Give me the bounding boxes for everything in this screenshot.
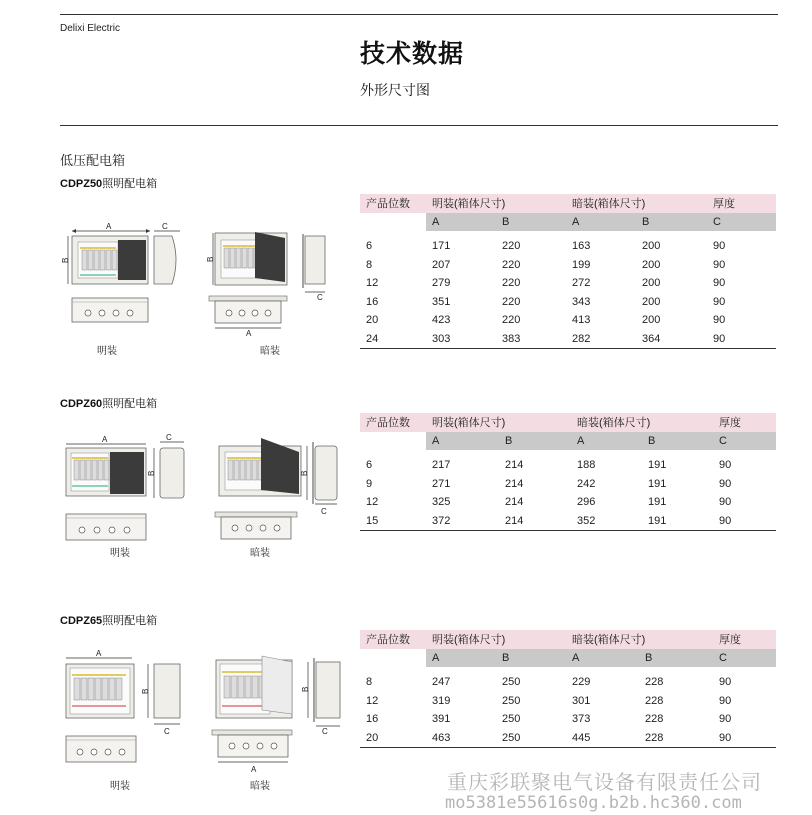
- dim-c-label: C: [164, 727, 170, 736]
- table-cell: 250: [502, 713, 521, 726]
- table-cell: 20: [366, 314, 379, 327]
- table-cell: 296: [577, 496, 596, 509]
- col-b: B: [499, 432, 571, 451]
- spec-table-cdpz65: [360, 630, 776, 748]
- table-cell: 8: [366, 676, 373, 689]
- product-label-cdpz65: CDPZ65照明配电箱: [60, 615, 158, 627]
- table-cell: 12: [366, 496, 379, 509]
- page-subtitle: 外形尺寸图: [360, 82, 430, 98]
- table-body: [360, 456, 776, 531]
- table-cell: 319: [432, 694, 451, 707]
- table-row: [360, 729, 776, 748]
- table-cell: 191: [642, 512, 713, 531]
- table-cell: 20: [360, 729, 426, 748]
- table-cell: 188: [577, 459, 596, 472]
- flush-mount-drawing: [207, 228, 345, 336]
- table-cell: 191: [648, 477, 667, 490]
- dim-c-label: C: [321, 507, 327, 516]
- col-bits: 产品位数: [360, 413, 426, 432]
- table-cell: 303: [426, 330, 496, 349]
- col-b: B: [639, 649, 713, 668]
- table-cell: 16: [366, 713, 379, 726]
- table-cell: 271: [432, 477, 451, 490]
- brand-name: Delixi Electric: [60, 23, 121, 34]
- col-c: C: [713, 432, 776, 451]
- caption-flush-2: 暗装: [250, 548, 270, 559]
- table-cell: 220: [502, 295, 521, 308]
- table-cell: 373: [572, 713, 591, 726]
- col-a: A: [566, 649, 639, 668]
- table-cell: 343: [572, 295, 591, 308]
- table-cell: 247: [432, 676, 451, 689]
- flush-mount-drawing: [210, 654, 350, 776]
- table-cell: 228: [645, 713, 664, 726]
- surface-mount-drawing: [62, 220, 187, 332]
- table-cell: 90: [713, 512, 776, 531]
- col-surface: 明装(箱体尺寸): [426, 194, 566, 213]
- table-cell: 214: [505, 477, 524, 490]
- section-title: 低压配电箱: [60, 153, 126, 168]
- table-cell: 6: [366, 459, 373, 472]
- table-cell: 423: [432, 314, 451, 327]
- table-cell: 16: [366, 295, 379, 308]
- dim-b-label: B: [61, 257, 70, 263]
- table-row: [360, 274, 776, 293]
- table-row: [360, 311, 776, 330]
- dim-b-label: B: [300, 470, 309, 476]
- table-cell: 8: [366, 258, 373, 271]
- header-rule: [60, 125, 778, 126]
- table-cell: 90: [713, 277, 726, 290]
- table-cell: 214: [505, 459, 524, 472]
- flush-mount-drawing: [213, 436, 353, 548]
- table-cell: 228: [645, 676, 664, 689]
- table-cell: 272: [572, 277, 591, 290]
- table-row: [360, 673, 776, 692]
- dim-b-label: B: [206, 256, 215, 262]
- caption-surface-1: 明装: [97, 346, 117, 357]
- table-cell: 229: [572, 676, 591, 689]
- dim-c-label: C: [317, 293, 323, 302]
- table-cell: 214: [505, 496, 524, 509]
- table-cell: 90: [719, 676, 732, 689]
- page-title: 技术数据: [360, 39, 465, 68]
- table-cell: 15: [360, 512, 426, 531]
- col-a: A: [426, 649, 496, 668]
- table-cell: 250: [496, 729, 566, 748]
- caption-flush-3: 暗装: [250, 781, 270, 792]
- col-c: C: [707, 213, 776, 232]
- table-cell: 90: [713, 295, 726, 308]
- spec-table-cdpz50: [360, 194, 776, 349]
- table-cell: 282: [566, 330, 636, 349]
- table-cell: 301: [572, 694, 591, 707]
- table-cell: 200: [642, 314, 661, 327]
- col-bits: 产品位数: [360, 630, 426, 649]
- table-cell: 220: [502, 277, 521, 290]
- table-cell: 191: [648, 459, 667, 472]
- table-cell: 24: [360, 330, 426, 349]
- table-cell: 372: [426, 512, 499, 531]
- table-cell: 214: [499, 512, 571, 531]
- table-cell: 90: [719, 713, 732, 726]
- table-cell: 351: [432, 295, 451, 308]
- table-cell: 6: [366, 240, 373, 253]
- surface-mount-drawing: [62, 650, 192, 770]
- col-flush: 暗装(箱体尺寸): [571, 413, 713, 432]
- watermark-company: 重庆彩联聚电气设备有限责任公司: [447, 772, 762, 794]
- table-cell: 207: [432, 258, 451, 271]
- table-cell: 90: [707, 330, 776, 349]
- table-cell: 90: [719, 496, 732, 509]
- dim-a-label: A: [251, 765, 257, 774]
- col-flush: 暗装(箱体尺寸): [566, 194, 707, 213]
- table-cell: 250: [502, 676, 521, 689]
- table-cell: 352: [571, 512, 642, 531]
- table-body: [360, 673, 776, 748]
- col-b: B: [496, 649, 566, 668]
- table-row: [360, 330, 776, 349]
- table-cell: 200: [642, 295, 661, 308]
- table-cell: 220: [502, 314, 521, 327]
- table-cell: 191: [648, 496, 667, 509]
- table-row: [360, 256, 776, 275]
- dim-b-label: B: [141, 688, 150, 694]
- table-cell: 90: [713, 258, 726, 271]
- table-cell: 220: [502, 258, 521, 271]
- table-body: [360, 237, 776, 349]
- table-cell: 364: [636, 330, 707, 349]
- dim-b-label: B: [301, 686, 310, 692]
- table-cell: 228: [645, 694, 664, 707]
- table-row: [360, 293, 776, 312]
- table-cell: 200: [642, 277, 661, 290]
- col-thickness: 厚度: [707, 194, 776, 213]
- table-row: [360, 512, 776, 531]
- table-cell: 391: [432, 713, 451, 726]
- caption-flush-1: 暗装: [260, 346, 280, 357]
- table-cell: 12: [366, 277, 379, 290]
- col-a: A: [426, 213, 496, 232]
- table-row: [360, 692, 776, 711]
- col-a: A: [571, 432, 642, 451]
- table-cell: 445: [566, 729, 639, 748]
- table-cell: 90: [713, 240, 726, 253]
- col-b: B: [496, 213, 566, 232]
- surface-mount-drawing: [62, 434, 197, 546]
- top-rule: [60, 14, 778, 15]
- dim-c-label: C: [322, 727, 328, 736]
- dim-a-label: A: [106, 222, 112, 231]
- table-cell: 463: [426, 729, 496, 748]
- table-cell: 220: [502, 240, 521, 253]
- product-label-cdpz60: CDPZ60照明配电箱: [60, 398, 158, 410]
- dim-c-label: C: [166, 433, 172, 442]
- dim-a-label: A: [96, 649, 102, 658]
- col-flush: 暗装(箱体尺寸): [566, 630, 713, 649]
- dim-a-label: A: [246, 329, 252, 338]
- col-b: B: [642, 432, 713, 451]
- table-cell: 9: [366, 477, 373, 490]
- table-cell: 250: [502, 694, 521, 707]
- spec-table-cdpz60: [360, 413, 776, 531]
- table-row: [360, 710, 776, 729]
- table-cell: 199: [572, 258, 591, 271]
- table-cell: 12: [366, 694, 379, 707]
- table-cell: 90: [713, 314, 726, 327]
- caption-surface-2: 明装: [110, 548, 130, 559]
- col-thickness: 厚度: [713, 413, 776, 432]
- table-row: [360, 237, 776, 256]
- table-cell: 90: [713, 729, 776, 748]
- table-cell: 383: [496, 330, 566, 349]
- table-cell: 90: [719, 459, 732, 472]
- col-surface: 明装(箱体尺寸): [426, 413, 571, 432]
- col-bits: 产品位数: [360, 194, 426, 213]
- table-cell: 200: [642, 240, 661, 253]
- table-cell: 217: [432, 459, 451, 472]
- table-row: [360, 456, 776, 475]
- col-thickness: 厚度: [713, 630, 776, 649]
- table-cell: 228: [639, 729, 713, 748]
- table-cell: 90: [719, 477, 732, 490]
- table-cell: 279: [432, 277, 451, 290]
- table-cell: 163: [572, 240, 591, 253]
- col-a: A: [566, 213, 636, 232]
- product-label-cdpz50: CDPZ50照明配电箱: [60, 178, 158, 190]
- table-cell: 90: [719, 694, 732, 707]
- col-a: A: [426, 432, 499, 451]
- table-cell: 242: [577, 477, 596, 490]
- watermark-url: mo5381e55616s0g.b2b.hc360.com: [445, 793, 742, 813]
- col-b: B: [636, 213, 707, 232]
- table-cell: 413: [572, 314, 591, 327]
- table-row: [360, 493, 776, 512]
- dim-c-label: C: [162, 222, 168, 231]
- col-c: C: [713, 649, 776, 668]
- table-cell: 200: [642, 258, 661, 271]
- dim-b-label: B: [147, 470, 156, 476]
- table-cell: 171: [432, 240, 451, 253]
- table-row: [360, 475, 776, 494]
- dim-a-label: A: [102, 435, 108, 444]
- table-cell: 325: [432, 496, 451, 509]
- caption-surface-3: 明装: [110, 781, 130, 792]
- col-surface: 明装(箱体尺寸): [426, 630, 566, 649]
